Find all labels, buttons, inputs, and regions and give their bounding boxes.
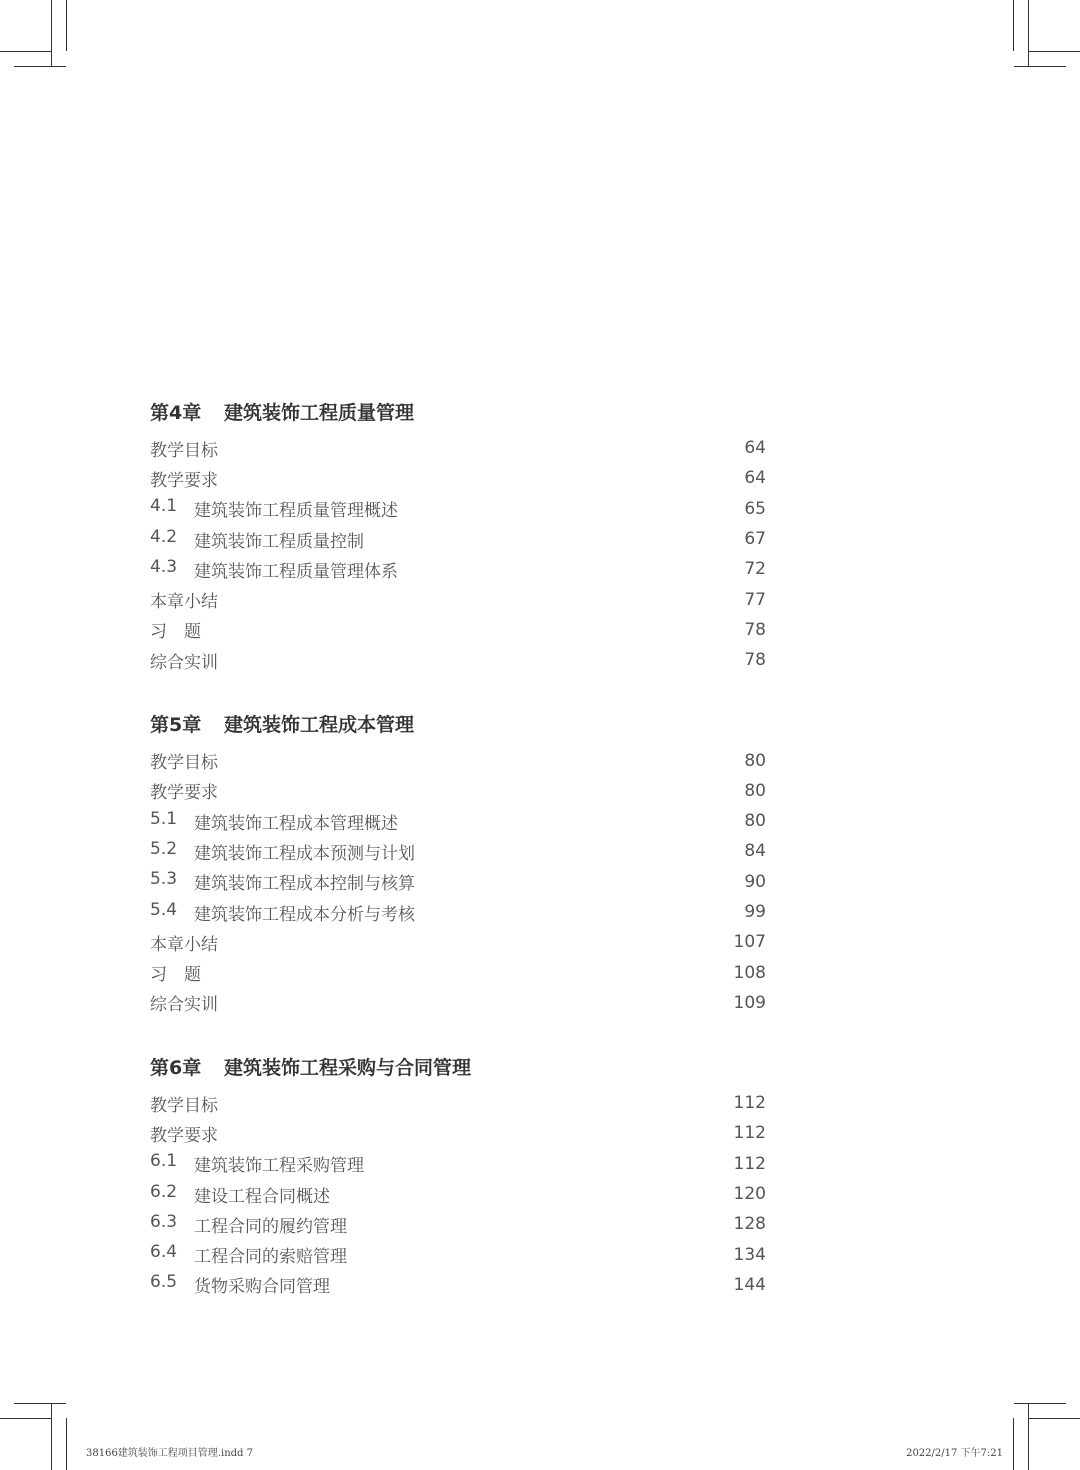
page-number: 72 — [744, 559, 766, 580]
toc-entry-label — [150, 617, 201, 642]
section-number: 4.3 — [150, 556, 178, 577]
toc-entry — [150, 1088, 766, 1118]
section-title: 建筑装饰工程成本控制与核算 — [194, 874, 415, 895]
section-number: 6.2 — [150, 1181, 178, 1202]
toc-entry — [150, 1149, 766, 1179]
section-title: 建筑装饰工程质量控制 — [194, 531, 364, 552]
toc-entry-label — [150, 1182, 330, 1207]
page-number: 80 — [744, 780, 766, 801]
section-number: 4.2 — [150, 526, 178, 547]
page-number: 78 — [744, 619, 766, 640]
chapter-number: 第5章 — [150, 714, 202, 737]
toc-entry — [150, 957, 766, 987]
section-number: 5.4 — [150, 899, 178, 920]
page-number: 107 — [733, 932, 766, 953]
section-title: 本章小结 — [150, 592, 218, 613]
footer-file-name: 38166建筑装饰工程项目管理.indd 7 — [86, 1448, 253, 1459]
toc-entry — [150, 1179, 766, 1209]
page-number: 80 — [744, 750, 766, 771]
chapter-title: 建筑装饰工程采购与合同管理 — [224, 1057, 472, 1080]
toc-entry-label — [150, 990, 218, 1015]
toc-entry-label — [150, 1151, 364, 1176]
toc-entry-label — [150, 436, 218, 461]
section-number: 6.1 — [150, 1151, 178, 1172]
footer-timestamp: 2022/2/17 下午7:21 — [906, 1448, 1003, 1459]
section-title: 教学要求 — [150, 783, 218, 804]
page-number: 112 — [733, 1093, 766, 1114]
chapter-entries — [150, 1088, 766, 1300]
section-title: 工程合同的索赔管理 — [194, 1247, 347, 1268]
section-number: 5.3 — [150, 869, 178, 890]
toc-entry-label — [150, 839, 415, 864]
section-title: 习 题 — [150, 622, 201, 643]
section-title: 建筑装饰工程质量管理概述 — [194, 501, 398, 522]
toc-entry-label — [150, 1242, 347, 1267]
toc-entry — [150, 554, 766, 584]
page-number: 108 — [733, 962, 766, 983]
toc-entry — [150, 776, 766, 806]
chapter-title: 建筑装饰工程成本管理 — [224, 714, 415, 737]
toc-entry — [150, 1270, 766, 1300]
section-title: 综合实训 — [150, 652, 218, 673]
page-number: 65 — [744, 498, 766, 519]
page-number: 84 — [744, 841, 766, 862]
section-title: 教学目标 — [150, 1095, 218, 1116]
section-title: 综合实训 — [150, 995, 218, 1016]
section-title: 教学目标 — [150, 753, 218, 774]
toc-entry — [150, 806, 766, 836]
toc-entry — [150, 836, 766, 866]
toc-entry — [150, 584, 766, 614]
chapter-entries — [150, 745, 766, 1018]
toc-entry-label — [150, 1091, 218, 1116]
chapter-number: 第6章 — [150, 1057, 202, 1080]
toc-entry-label — [150, 587, 218, 612]
page-number: 78 — [744, 650, 766, 671]
chapter-heading — [150, 1048, 766, 1088]
section-number: 6.3 — [150, 1211, 178, 1232]
chapter-title: 建筑装饰工程质量管理 — [224, 402, 415, 424]
chapter-5 — [150, 705, 766, 1018]
page-number: 112 — [733, 1123, 766, 1144]
chapter-entries — [150, 433, 766, 675]
chapter-heading — [150, 393, 766, 433]
page-number: 134 — [733, 1244, 766, 1265]
toc-entry-label — [150, 1272, 330, 1297]
toc-entry-label — [150, 960, 201, 985]
section-title: 教学要求 — [150, 1125, 218, 1146]
toc-entry-label — [150, 1212, 347, 1237]
section-title: 本章小结 — [150, 934, 218, 955]
section-number: 6.5 — [150, 1272, 178, 1293]
section-number: 5.1 — [150, 808, 178, 829]
toc-entry — [150, 615, 766, 645]
toc-entry — [150, 1118, 766, 1148]
toc-entry — [150, 988, 766, 1018]
toc-entry — [150, 745, 766, 775]
toc-entry-label — [150, 778, 218, 803]
section-number: 4.1 — [150, 496, 178, 517]
toc-entry-label — [150, 496, 398, 521]
page-number: 77 — [744, 589, 766, 610]
page-number: 64 — [744, 468, 766, 489]
toc-entry-label — [150, 930, 218, 955]
section-title: 货物采购合同管理 — [194, 1277, 330, 1298]
toc-entry — [150, 433, 766, 463]
toc-entry-label — [150, 648, 218, 673]
page-number: 128 — [733, 1214, 766, 1235]
toc-entry-label — [150, 527, 364, 552]
toc-entry-label — [150, 809, 398, 834]
section-title: 教学要求 — [150, 470, 218, 491]
toc-entry — [150, 897, 766, 927]
toc-entry — [150, 463, 766, 493]
chapter-number: 第4章 — [150, 402, 202, 424]
section-title: 建筑装饰工程采购管理 — [194, 1156, 364, 1177]
chapter-heading — [150, 705, 766, 745]
page-number: 109 — [733, 992, 766, 1013]
section-title: 习 题 — [150, 965, 201, 986]
chapter-6 — [150, 1048, 766, 1300]
toc-entry — [150, 1209, 766, 1239]
toc-entry-label — [150, 748, 218, 773]
table-of-contents — [150, 393, 766, 1330]
toc-entry — [150, 524, 766, 554]
page-number: 67 — [744, 529, 766, 550]
toc-entry — [150, 494, 766, 524]
section-title: 建筑装饰工程成本管理概述 — [194, 813, 398, 834]
toc-entry-label — [150, 869, 415, 894]
page-number: 144 — [733, 1274, 766, 1295]
section-number: 6.4 — [150, 1242, 178, 1263]
section-title: 建筑装饰工程成本预测与计划 — [194, 843, 415, 864]
section-title: 建筑装饰工程质量管理体系 — [194, 561, 398, 582]
section-title: 工程合同的履约管理 — [194, 1216, 347, 1237]
page-number: 112 — [733, 1153, 766, 1174]
page-number: 64 — [744, 438, 766, 459]
chapter-4 — [150, 393, 766, 675]
toc-entry — [150, 1240, 766, 1270]
toc-entry — [150, 867, 766, 897]
section-title: 建筑装饰工程成本分析与考核 — [194, 904, 415, 925]
section-number: 5.2 — [150, 838, 178, 859]
section-title: 建设工程合同概述 — [194, 1186, 330, 1207]
toc-entry — [150, 927, 766, 957]
toc-entry-label — [150, 1121, 218, 1146]
page-number: 99 — [744, 902, 766, 922]
section-title: 教学目标 — [150, 440, 218, 461]
page-number: 90 — [744, 871, 766, 892]
page-number: 120 — [733, 1184, 766, 1205]
page-number: 80 — [744, 811, 766, 832]
toc-entry-label — [150, 466, 218, 491]
toc-entry-label — [150, 900, 415, 925]
toc-entry — [150, 645, 766, 675]
toc-entry-label — [150, 557, 398, 582]
